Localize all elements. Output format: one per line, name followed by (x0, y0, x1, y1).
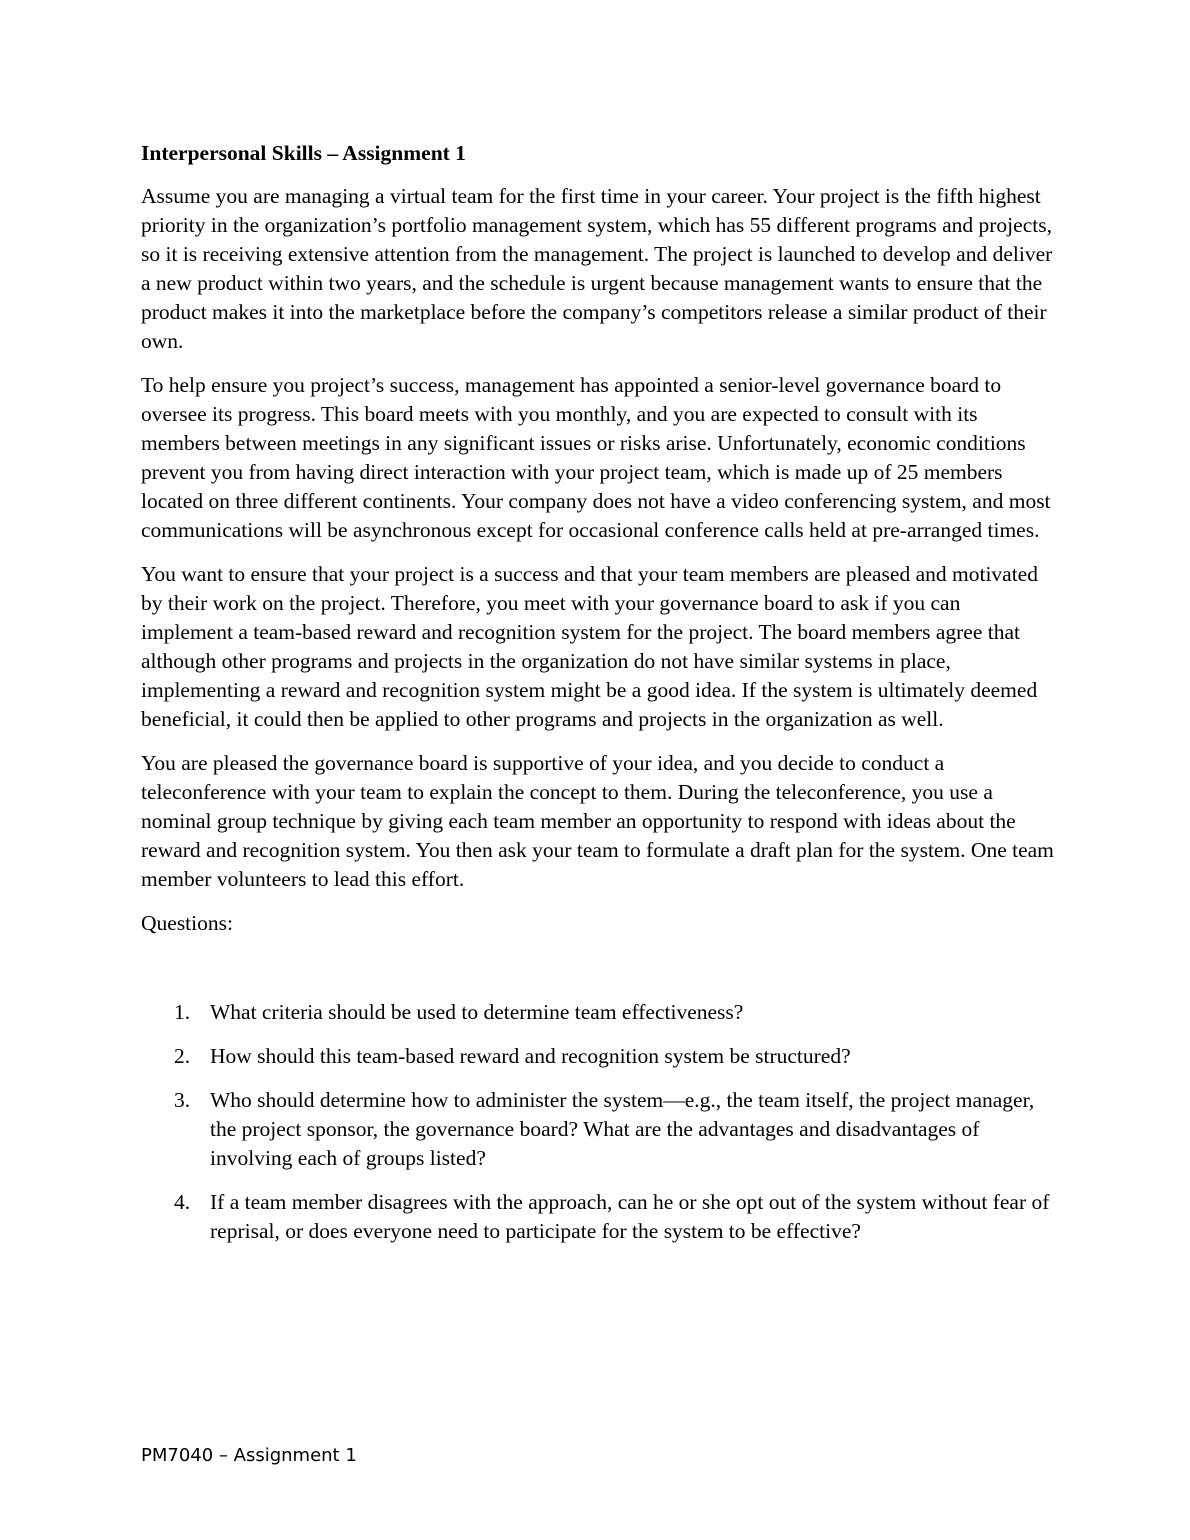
question-item-2 (141, 1042, 1056, 1071)
paragraph-2: To help ensure you project’s success, management has appointed a senior-level governance board to oversee its progress. This board meets with you monthly, and you are expected to consult with its members between meetings in any significant issues or risks arise. Unfortunately, economic conditions prevent you from having direct interaction with your project team, which is made up of 25 members located on three different continents. Your company does not have a video conferencing system, and most communications will be asynchronous except for occasional conference calls held at pre-arranged times. (141, 373, 1051, 542)
paragraph-1: Assume you are managing a virtual team for the first time in your career. Your project is the fifth highest priority in the organization’s portfolio management system, which has 55 different programs and projects, so it is receiving extensive attention from the management. The project is launched to develop and deliver a new product within two years, and the schedule is urgent because management wants to ensure that the product makes it into the marketplace before the company’s competitors release a similar product of their own. (141, 184, 1053, 353)
question-number: 3. (174, 1088, 191, 1112)
paragraph-4: You are pleased the governance board is supportive of your idea, and you decide to conduct a teleconference with your team to explain the concept to them. During the teleconference, you use a nominal group technique by giving each team member an opportunity to respond with ideas about the reward and recognition system. You then ask your team to formulate a draft plan for the system. One team member volunteers to lead this effort. (141, 751, 1054, 891)
question-text: How should this team-based reward and recognition system be structured? (210, 1044, 851, 1068)
questions-list (141, 998, 1056, 1246)
questions-label: Questions: (141, 911, 233, 935)
question-text: Who should determine how to administer the system—e.g., the team itself, the project manager, the project sponsor, the governance board? What are the advantages and disadvantages of involving each of groups listed? (210, 1088, 1035, 1170)
question-text: If a team member disagrees with the approach, can he or she opt out of the system without fear of reprisal, or does everyone need to participate for the system to be effective? (210, 1190, 1050, 1243)
question-item-3 (141, 1086, 1056, 1173)
question-item-1 (141, 998, 1056, 1027)
question-number: 1. (174, 1000, 191, 1024)
page-footer: PM7040 – Assignment 1 (141, 1445, 357, 1466)
document-body (141, 139, 1056, 1261)
question-number: 4. (174, 1190, 191, 1214)
question-item-4 (141, 1188, 1056, 1246)
paragraph-3: You want to ensure that your project is a success and that your team members are pleased and motivated by their work on the project. Therefore, you meet with your governance board to ask if you can implement a team-based reward and recognition system for the project. The board members agree that although other programs and projects in the organization do not have similar systems in place, implementing a reward and recognition system might be a good idea. If the system is ultimately deemed beneficial, it could then be applied to other programs and projects in the organization as well. (141, 562, 1038, 731)
question-number: 2. (174, 1044, 191, 1068)
document-title: Interpersonal Skills – Assignment 1 (141, 141, 466, 165)
question-text: What criteria should be used to determine team effectiveness? (210, 1000, 744, 1024)
